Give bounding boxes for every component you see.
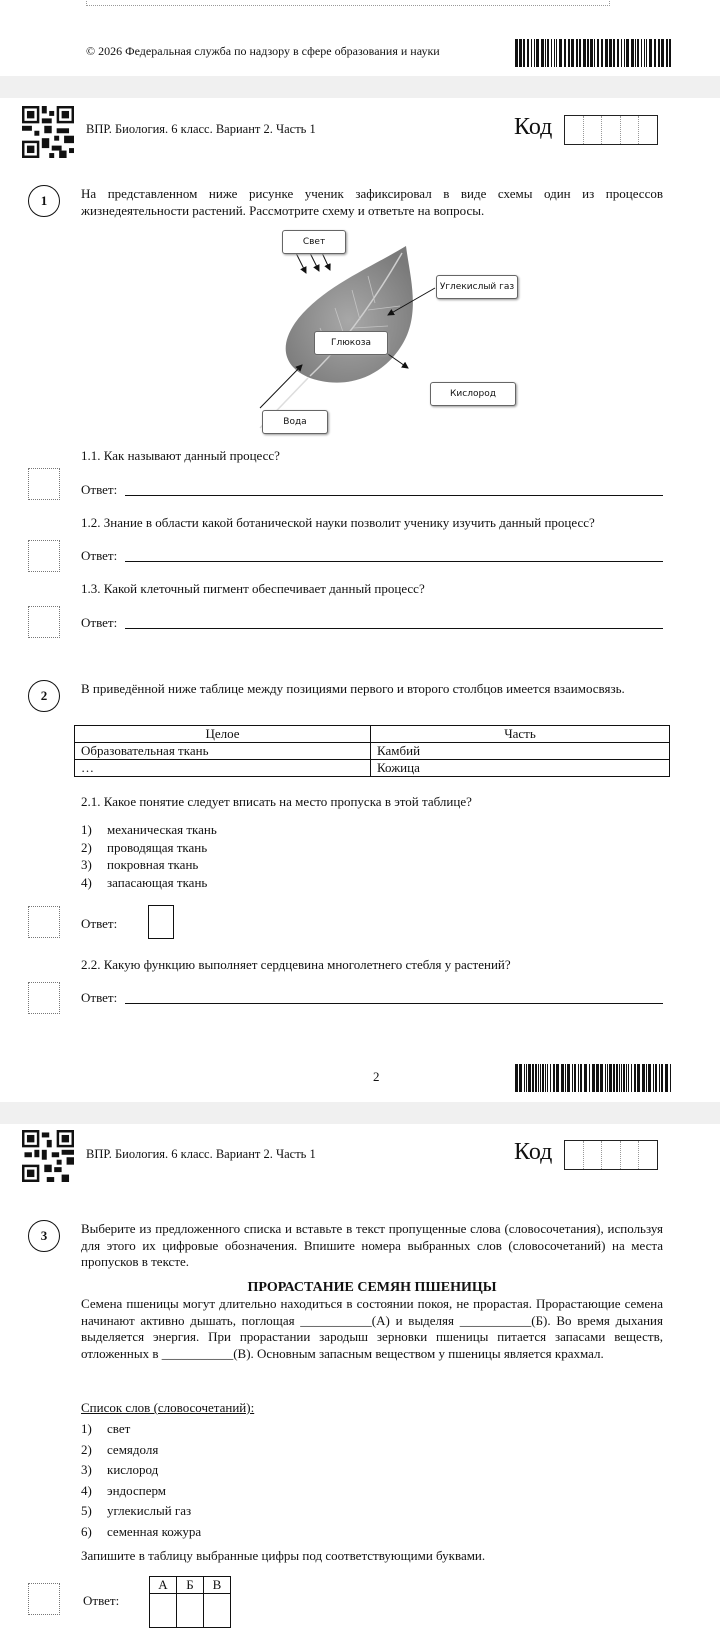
- barcode-top: [515, 39, 675, 67]
- barcode-bar: [567, 1064, 570, 1092]
- barcode-bar: [572, 1064, 573, 1092]
- q2-1-answer-cell[interactable]: [148, 905, 174, 939]
- qr-code-icon: [22, 106, 74, 158]
- diagram-label-water: Вода: [262, 410, 328, 434]
- list-item: [81, 1419, 201, 1440]
- diagram-label-glucose: Глюкоза: [314, 331, 388, 355]
- q2-table-cell: Кожица: [371, 760, 670, 777]
- barcode-bar: [523, 39, 525, 67]
- barcode-bar: [519, 1064, 522, 1092]
- barcode-bar: [592, 1064, 595, 1092]
- page-number: 2: [373, 1069, 380, 1084]
- barcode-bar: [545, 1064, 546, 1092]
- list-item: [81, 1440, 201, 1461]
- barcode-bar: [547, 1064, 548, 1092]
- answer-label: Ответ:: [83, 1593, 120, 1608]
- answer-cell-c[interactable]: [204, 1594, 231, 1628]
- barcode-bar: [613, 1064, 615, 1092]
- page-separator: [0, 1102, 720, 1124]
- barcode-bar: [594, 39, 595, 67]
- barcode-bar: [589, 1064, 590, 1092]
- q2-2-question: 2.2. Какую функцию выполняет сердцевина многолетнего стебля у растений?: [81, 957, 511, 972]
- barcode-bar: [527, 39, 529, 67]
- q1-3-question: 1.3. Какой клеточный пигмент обеспечивает данный процесс?: [81, 581, 425, 596]
- q1-2-answer-line[interactable]: [125, 561, 663, 562]
- barcode-bar: [541, 39, 544, 67]
- barcode-bar: [579, 39, 581, 67]
- answer-cell-a[interactable]: [150, 1594, 177, 1628]
- option-number: 4): [81, 874, 92, 890]
- q2-table-cell: …: [75, 760, 371, 777]
- barcode-bar: [556, 39, 557, 67]
- barcode-bar: [665, 1064, 668, 1092]
- barcode-bar: [519, 39, 522, 67]
- barcode-bar: [609, 39, 612, 67]
- barcode-bar: [536, 39, 539, 67]
- barcode-bar: [545, 39, 546, 67]
- barcode-bar: [659, 1064, 660, 1092]
- barcode-bar: [584, 1064, 587, 1092]
- barcode-bar: [583, 39, 586, 67]
- barcode-bar: [515, 39, 518, 67]
- barcode-bar: [626, 1064, 627, 1092]
- barcode-bar: [596, 1064, 599, 1092]
- q2-table: [74, 725, 670, 777]
- barcode-bar: [535, 1064, 537, 1092]
- answer-table-header: Б: [177, 1577, 204, 1594]
- barcode-bar: [556, 1064, 559, 1092]
- question-number-1: 1: [28, 185, 60, 217]
- answer-label: Ответ:: [81, 548, 118, 563]
- barcode-bar: [644, 39, 645, 67]
- barcode-bar: [655, 1064, 657, 1092]
- barcode-bar: [568, 39, 570, 67]
- q3-answer-table: [149, 1576, 231, 1628]
- barcode-bar: [542, 1064, 544, 1092]
- word-text: семядоля: [107, 1441, 159, 1457]
- q1-3-answer-line[interactable]: [125, 628, 663, 629]
- question-number-3: 3: [28, 1220, 60, 1252]
- q3-text: Семена пшеницы могут длительно находиться в состоянии покоя, не прорастая. Прорастающие семена начинают активно дышать, поглощая ___________(А) и выделяя ___________(Б). Во время дыхания выделяется энергия. При прорастании зародыш зерновки пшеницы питается запасами веществ, отложенных в ___________(В). Основным запасным веществом у пшеницы является крахмал.: [81, 1296, 663, 1361]
- barcode-bar: [609, 1064, 612, 1092]
- q2-options-list: [81, 821, 217, 891]
- q3-intro: Выберите из предложенного списка и вставьте в текст пропущенные слова (словосочетания), используя для этого их цифровые обозначения. Впишите номера выбранных слов (словосочетаний) на места пропусков в тексте.: [81, 1221, 663, 1269]
- word-number: 5): [81, 1503, 92, 1518]
- barcode-bar: [534, 39, 535, 67]
- copyright-text: © 2026 Федеральная служба по надзору в сфере образования и науки: [86, 44, 440, 58]
- q2-table-cell: Образовательная ткань: [75, 743, 371, 760]
- word-number: 6): [81, 1523, 92, 1539]
- barcode-bar: [531, 39, 532, 67]
- option-number: 2): [81, 839, 92, 855]
- barcode-bar: [565, 1064, 566, 1092]
- barcode-bar: [621, 1064, 622, 1092]
- barcode-bar: [571, 39, 574, 67]
- q3-words-list: [81, 1419, 201, 1542]
- option-number: 1): [81, 822, 92, 837]
- barcode-bar: [540, 1064, 541, 1092]
- list-item: [81, 1481, 201, 1502]
- barcode-bottom: [515, 1064, 675, 1092]
- barcode-bar: [658, 39, 660, 67]
- barcode-bar: [587, 39, 589, 67]
- header-title: ВПР. Биология. 6 класс. Вариант 2. Часть 1: [86, 1147, 316, 1161]
- barcode-bar: [551, 39, 552, 67]
- list-item: [81, 856, 217, 874]
- q2-1-mark-box: [28, 906, 60, 938]
- barcode-bar: [621, 39, 622, 67]
- barcode-bar: [605, 1064, 606, 1092]
- kod-label: Код: [514, 114, 553, 140]
- barcode-bar: [637, 1064, 640, 1092]
- list-item: [81, 839, 217, 857]
- barcode-bar: [605, 39, 608, 67]
- barcode-bar: [601, 39, 603, 67]
- list-item: [81, 1460, 201, 1481]
- barcode-bar: [631, 39, 634, 67]
- barcode-bar: [661, 39, 664, 67]
- word-number: 3): [81, 1462, 92, 1477]
- option-text: механическая ткань: [107, 822, 217, 837]
- barcode-bar: [617, 39, 619, 67]
- q2-2-answer-line[interactable]: [125, 1003, 663, 1004]
- word-number: 2): [81, 1441, 92, 1457]
- q3-list-title: Список слов (словосочетаний):: [81, 1400, 255, 1415]
- diagram-label-light: Свет: [282, 230, 346, 254]
- q3-heading: ПРОРАСТАНИЕ СЕМЯН ПШЕНИЦЫ: [247, 1280, 497, 1295]
- barcode-bar: [646, 39, 647, 67]
- qr-code-icon: [22, 1130, 74, 1182]
- barcode-bar: [564, 39, 566, 67]
- barcode-bar: [635, 39, 636, 67]
- barcode-bar: [649, 39, 652, 67]
- barcode-bar: [574, 1064, 576, 1092]
- barcode-bar: [619, 1064, 620, 1092]
- barcode-bar: [600, 1064, 603, 1092]
- barcode-bar: [553, 1064, 555, 1092]
- barcode-bar: [624, 39, 625, 67]
- answer-table-header: В: [204, 1577, 231, 1594]
- barcode-bar: [515, 1064, 518, 1092]
- kod-input[interactable]: [564, 1140, 658, 1170]
- q1-1-answer-line[interactable]: [125, 495, 663, 496]
- barcode-bar: [528, 1064, 531, 1092]
- barcode-bar: [547, 39, 549, 67]
- barcode-bar: [634, 1064, 636, 1092]
- barcode-bar: [526, 1064, 527, 1092]
- barcode-bar: [637, 39, 639, 67]
- answer-table-header: А: [150, 1577, 177, 1594]
- word-text: углекислый газ: [107, 1503, 192, 1518]
- q3-mark-box: [28, 1583, 60, 1615]
- answer-label: Ответ:: [81, 916, 118, 931]
- answer-label: Ответ:: [81, 615, 118, 630]
- photosynthesis-diagram: [250, 228, 530, 438]
- barcode-bar: [669, 39, 671, 67]
- barcode-bar: [559, 39, 562, 67]
- barcode-bar: [631, 1064, 632, 1092]
- answer-cell-b[interactable]: [177, 1594, 204, 1628]
- barcode-bar: [554, 39, 555, 67]
- barcode-bar: [623, 1064, 625, 1092]
- word-text: семенная кожура: [107, 1523, 202, 1539]
- barcode-bar: [590, 39, 593, 67]
- barcode-bar: [607, 1064, 608, 1092]
- barcode-bar: [613, 39, 615, 67]
- list-item: [81, 874, 217, 892]
- word-text: кислород: [107, 1462, 159, 1477]
- q3-instruction: Запишите в таблицу выбранные цифры под соответствующими буквами.: [81, 1548, 486, 1563]
- barcode-bar: [616, 1064, 618, 1092]
- q2-table-header: Часть: [371, 726, 670, 743]
- q1-1-mark-box: [28, 468, 60, 500]
- barcode-bar: [626, 39, 629, 67]
- barcode-bar: [524, 1064, 525, 1092]
- barcode-bar: [648, 1064, 651, 1092]
- option-text: проводящая ткань: [107, 839, 208, 855]
- word-text: эндосперм: [107, 1482, 167, 1498]
- barcode-bar: [578, 1064, 579, 1092]
- word-text: свет: [107, 1421, 131, 1436]
- previous-page-answer-cells: [86, 0, 610, 6]
- diagram-label-co2: Углекислый газ: [436, 275, 518, 299]
- list-item: [81, 1501, 201, 1522]
- barcode-bar: [653, 1064, 654, 1092]
- list-item: [81, 821, 217, 839]
- q2-table-cell: Камбий: [371, 743, 670, 760]
- barcode-bar: [576, 39, 578, 67]
- option-text: покровная ткань: [107, 857, 199, 872]
- page-separator: [0, 76, 720, 98]
- answer-label: Ответ:: [81, 482, 118, 497]
- word-number: 4): [81, 1482, 92, 1498]
- kod-label: Код: [514, 1139, 553, 1165]
- barcode-bar: [550, 1064, 551, 1092]
- q2-intro: В приведённой ниже таблице между позициями первого и второго столбцов имеется взаимосвязь.: [81, 681, 625, 696]
- barcode-bar: [654, 39, 656, 67]
- list-item: [81, 1522, 201, 1543]
- barcode-bar: [561, 1064, 564, 1092]
- barcode-bar: [661, 1064, 663, 1092]
- q2-2-mark-box: [28, 982, 60, 1014]
- q1-3-mark-box: [28, 606, 60, 638]
- barcode-bar: [628, 1064, 629, 1092]
- word-number: 1): [81, 1421, 92, 1436]
- option-number: 3): [81, 857, 92, 872]
- q1-2-mark-box: [28, 540, 60, 572]
- barcode-bar: [597, 39, 599, 67]
- option-text: запасающая ткань: [107, 874, 208, 890]
- question-number-2: 2: [28, 680, 60, 712]
- barcode-bar: [666, 39, 668, 67]
- q2-table-header: Целое: [75, 726, 371, 743]
- barcode-bar: [580, 1064, 582, 1092]
- q1-1-question: 1.1. Как называют данный процесс?: [81, 448, 280, 463]
- kod-input[interactable]: [564, 115, 658, 145]
- barcode-bar: [646, 1064, 647, 1092]
- barcode-bar: [532, 1064, 534, 1092]
- barcode-bar: [642, 1064, 645, 1092]
- barcode-bar: [670, 1064, 671, 1092]
- answer-label: Ответ:: [81, 990, 118, 1005]
- q1-2-question: 1.2. Знание в области какой ботанической науки позволит ученику изучить данный процесс?: [81, 515, 595, 530]
- barcode-bar: [538, 1064, 539, 1092]
- header-title: ВПР. Биология. 6 класс. Вариант 2. Часть 1: [86, 122, 316, 136]
- q1-intro: На представленном ниже рисунке ученик зафиксировал в виде схемы один из процессов жизнедеятельности растений. Рассмотрите схему и ответьте на вопросы.: [81, 186, 663, 218]
- q2-1-question: 2.1. Какое понятие следует вписать на место пропуска в этой таблице?: [81, 794, 472, 809]
- barcode-bar: [641, 39, 642, 67]
- diagram-label-oxygen: Кислород: [430, 382, 516, 406]
